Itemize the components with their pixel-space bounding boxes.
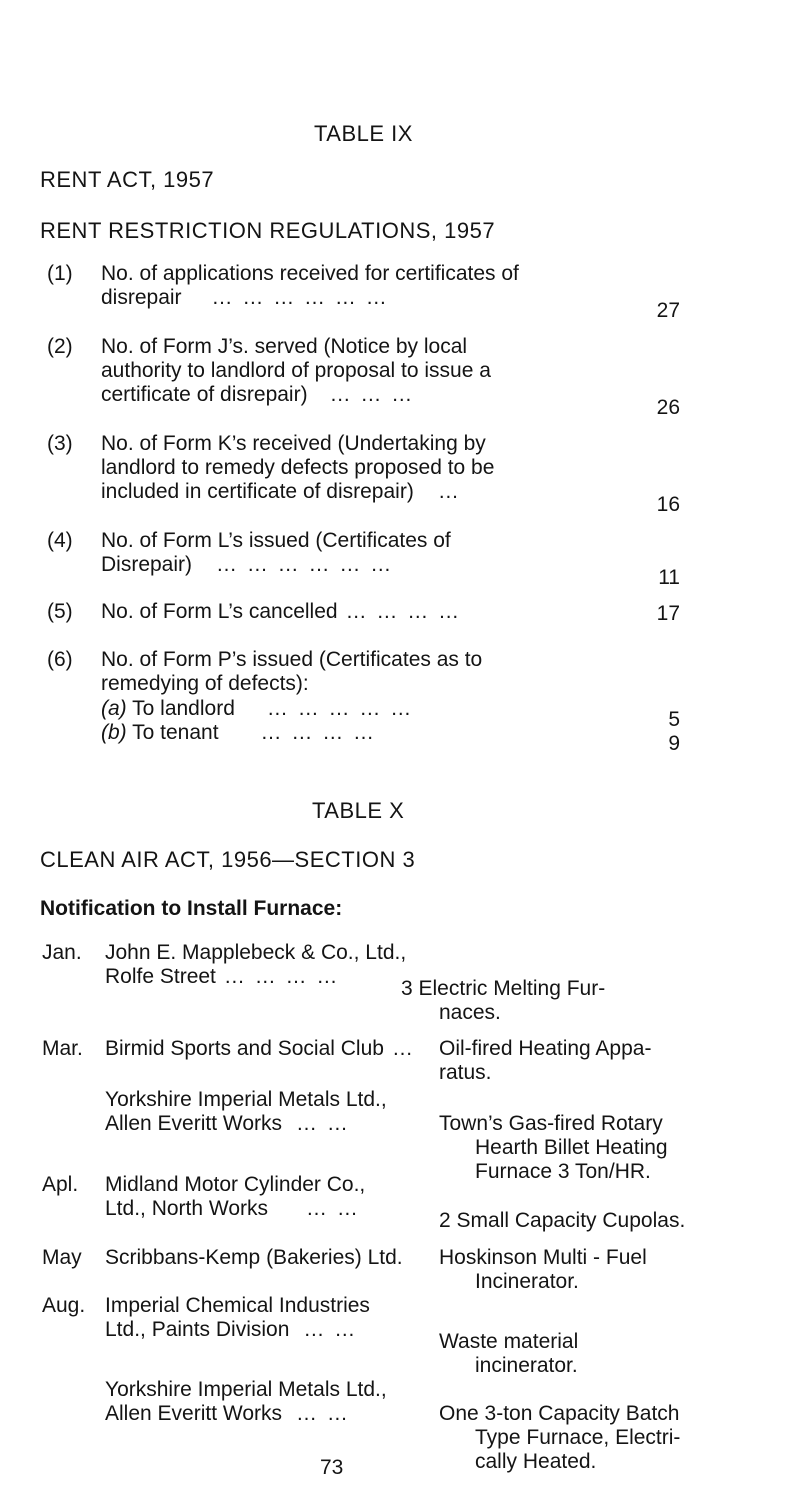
entry-name-line: Yorkshire Imperial Metals Ltd., [105, 1378, 387, 1401]
entry-desc-line: 2 Small Capacity Cupolas. [439, 1209, 686, 1232]
item-text-line: No. of Form L’s issued (Certificates of [101, 529, 451, 552]
entry-desc-line: Oil-fired Heating Appa- [439, 1037, 652, 1060]
entry-name-line: Scribbans-Kemp (Bakeries) Ltd. [105, 1246, 403, 1269]
entry-name-line: Allen Everitt Works [105, 1112, 282, 1135]
sub-item-letter: (b) [101, 721, 127, 744]
entry-desc-line: Type Furnace, Electri- [475, 1426, 681, 1449]
sub-item-value: 5 [668, 708, 680, 731]
entry-name-line: Allen Everitt Works [105, 1402, 282, 1425]
item-value: 16 [656, 493, 680, 516]
entry-name-line: Ltd., Paints Division [105, 1318, 290, 1341]
item-number: (6) [47, 648, 73, 671]
item-text-line: authority to landlord of proposal to issue a [101, 359, 491, 382]
entry-month: May [42, 1246, 82, 1269]
entry-desc-line: Hoskinson Multi - Fuel [439, 1246, 647, 1269]
item-text-line: No. of Form P’s issued (Certificates as to [101, 648, 483, 671]
item-text-line: remedying of defects): [101, 672, 309, 695]
entry-desc-line: cally Heated. [475, 1450, 597, 1473]
item-text-line: No. of Form K’s received (Undertaking by [101, 432, 486, 455]
entry-desc-line: 3 Electric Melting Fur- [401, 977, 606, 1000]
entry-month: Aug. [42, 1294, 86, 1317]
sub-item-label: To landlord [132, 697, 235, 720]
item-text-line: No. of applications received for certificates of [101, 262, 519, 285]
notification-subheading: Notification to Install Furnace: [40, 897, 343, 920]
item-value: 17 [656, 602, 680, 625]
entry-month: Mar. [42, 1037, 83, 1060]
entry-month: Jan. [42, 941, 82, 964]
item-text-line: disrepair [101, 286, 182, 309]
clean-air-act-heading: CLEAN AIR ACT, 1956—SECTION 3 [40, 847, 416, 872]
item-value: 11 [658, 566, 680, 589]
entry-desc-line: One 3-ton Capacity Batch [439, 1402, 680, 1425]
page-number: 73 [320, 1456, 344, 1479]
item-number: (2) [47, 335, 73, 358]
item-number: (4) [47, 529, 73, 552]
entry-name-line: Ltd., North Works [105, 1197, 268, 1220]
entry-desc-line: Town’s Gas-fired Rotary [439, 1112, 663, 1135]
entry-month: Apl. [42, 1173, 79, 1196]
entry-desc-line: Hearth Billet Heating [475, 1136, 668, 1159]
entry-desc-line: Incinerator. [475, 1270, 579, 1293]
item-text-line: included in certificate of disrepair) [101, 480, 414, 503]
entry-name-line: Midland Motor Cylinder Co., [105, 1173, 366, 1196]
table-x-title: TABLE X [312, 798, 405, 823]
entry-name-line: Birmid Sports and Social Club [105, 1037, 384, 1060]
sub-item-label: To tenant [132, 721, 219, 744]
item-value: 27 [656, 299, 680, 322]
regulations-heading: RENT RESTRICTION REGULATIONS, 1957 [40, 218, 496, 243]
item-text-line: certificate of disrepair) [101, 383, 308, 406]
item-value: 26 [656, 396, 680, 419]
item-text-line: Disrepair) [101, 553, 193, 576]
entry-desc-line: incinerator. [475, 1354, 578, 1377]
sub-item-letter: (a) [101, 697, 127, 720]
entry-desc-line: Furnace 3 Ton/HR. [475, 1160, 651, 1183]
entry-desc-line: naces. [439, 1001, 501, 1024]
entry-name-line: Yorkshire Imperial Metals Ltd., [105, 1088, 387, 1111]
table-ix-title: TABLE IX [314, 121, 413, 146]
entry-desc-line: ratus. [439, 1061, 492, 1084]
entry-name-line: Imperial Chemical Industries [105, 1294, 370, 1317]
sub-item-value: 9 [668, 732, 680, 755]
item-text-line: No. of Form L’s cancelled [101, 600, 338, 623]
item-number: (5) [47, 600, 73, 623]
item-number: (1) [47, 262, 73, 285]
entry-desc-line: Waste material [439, 1330, 579, 1353]
entry-name-line: John E. Mapplebeck & Co., Ltd., [105, 941, 407, 964]
rent-act-heading: RENT ACT, 1957 [40, 167, 215, 192]
item-text-line: landlord to remedy defects proposed to be [101, 456, 495, 479]
entry-name-line: Rolfe Street [105, 965, 216, 988]
item-number: (3) [47, 432, 73, 455]
item-text-line: No. of Form J’s. served (Notice by local [101, 335, 468, 358]
